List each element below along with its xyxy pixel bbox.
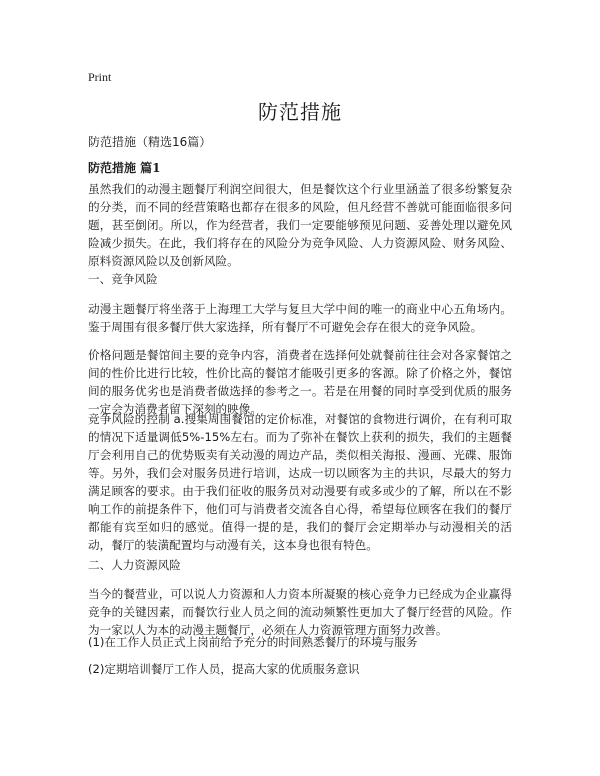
page-title: 防范措施: [258, 100, 342, 124]
hr-list-item-1: (1)在工作人员正式上岗前给予充分的时间熟悉餐厅的环境与服务: [88, 635, 418, 649]
competition-paragraph-3: 竞争风险的控制 a.搜集周围餐馆的定价标准，对餐馆的食物进行调价，在有利可取的情况下适量调低5%-15%左右。而为了弥补在餐饮上获利的损失，我们的主题餐厅会利用自己的优势贩卖有关动漫的周边产品，类似相关海报、漫画、光碟、服饰等。另外，我们会对服务员进行培训，达成一切以顾客为主的共识，尽最大的努力满足顾客的要求。由于我们征收的服务员对动漫要有或多或少的了解，所以在不影响工作的前提条件下，他们可与消费者交流各自心得，希望每位顾客在我们的餐厅都能有宾至如归的感觉。值得一提的是，我们的餐厅会定期举办与动漫相关的活动，餐厅的装潢配置均与动漫有关，这本身也很有特色。: [88, 412, 512, 552]
document-subtitle: 防范措施（精选16篇）: [88, 135, 212, 149]
print-link[interactable]: Print: [88, 70, 112, 84]
hr-paragraph: 当今的餐营业，可以说人力资源和人力资本所凝聚的核心竞争力已经成为企业赢得竞争的关键因素，而餐饮行业人员之间的流动频繁性更加大了餐厅经营的风险。作为一家以人为本的动漫主题餐厅，必须在人力资源管理方面努力改善。: [88, 587, 512, 637]
competition-paragraph-2: 价格问题是餐馆间主要的竞争内容，消费者在选择何处就餐前往往会对各家餐馆之间的性价比进行比较，性价比高的餐馆才能吸引更多的客源。除了价格之外，餐馆间的服务优劣也是消费者做选择的参考之一。若是在用餐的同时享受到优质的服务一定会为消费者留下深刻的映像。: [88, 348, 512, 416]
hr-list-item-2: (2)定期培训餐厅工作人员，提高大家的优质服务意识: [88, 662, 360, 676]
intro-paragraph: 虽然我们的动漫主题餐厅利润空间很大，但是餐饮这个行业里涵盖了很多纷繁复杂的分类，而不同的经营策略也都存在很多的风险，但凡经营不善就可能面临很多问题，甚至倒闭。所以，作为经营者，我们一定要能够预见问题、妥善处理以避免风险减少损失。在此，我们将存在的风险分为竞争风险、人力资源风险、财务风险、原料资源风险以及创新风险。: [88, 182, 512, 268]
competition-heading: 一、竞争风险: [88, 272, 158, 286]
competition-paragraph-1: 动漫主题餐厅将坐落于上海理工大学与复旦大学中间的唯一的商业中心五角场内。鉴于周围有很多餐厅供大家选择，所有餐厅不可避免会存在很大的竞争风险。: [88, 302, 512, 334]
section-heading: 防范措施 篇1: [88, 161, 161, 175]
hr-heading: 二、人力资源风险: [88, 558, 181, 572]
